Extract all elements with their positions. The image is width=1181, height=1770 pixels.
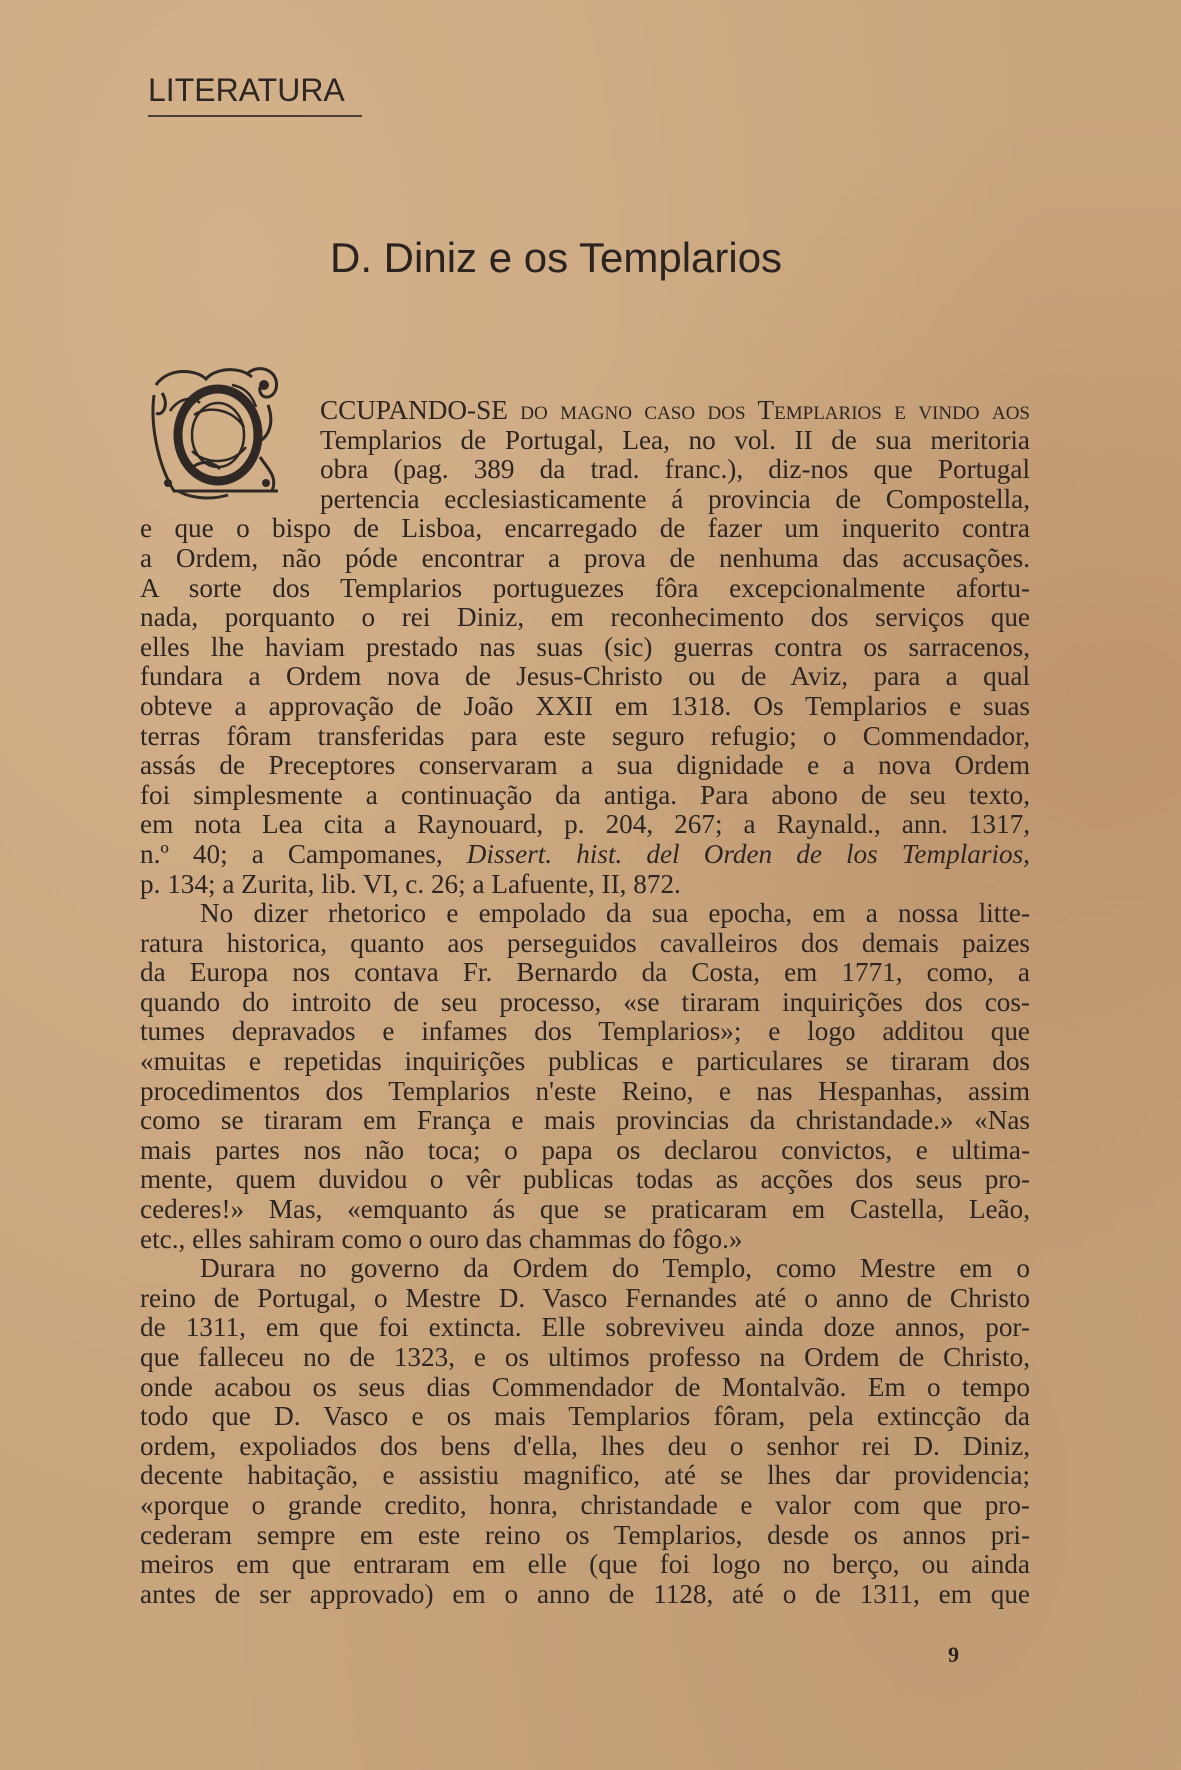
text-line: etc., elles sahiram como o ouro das chammas do fôgo.» — [140, 1223, 743, 1254]
text-line: Templarios de Portugal, Lea, no vol. II de sua meritoria — [320, 424, 1030, 455]
text-line — [140, 840, 1030, 870]
text-line: foi simplesmente a continuação da antiga. Para abono de seu texto, — [140, 779, 1030, 810]
text-line: onde acabou os seus dias Commendador de Montalvão. Em o tempo — [140, 1371, 1030, 1402]
text-line: fundara a Ordem nova de Jesus-Christo ou de Aviz, para a qual — [140, 661, 1030, 692]
text-line: a Ordem, não póde encontrar a prova de nenhuma das accusações. — [140, 542, 1030, 573]
text-line: mais partes nos não toca; o papa os declarou convictos, e ultima- — [140, 1134, 1030, 1165]
text-line-content: n.º 40; a Campomanes, — [140, 838, 467, 869]
text-line: de 1311, em que foi extincta. Elle sobreviveu ainda doze annos, por- — [140, 1312, 1030, 1343]
text-line: cederes!» Mas, «emquanto ás que se praticaram em Castella, Leão, — [140, 1194, 1030, 1225]
text-line: mente, quem duvidou o vêr publicas todas as acções dos seus pro- — [140, 1164, 1030, 1195]
text-line: Durara no governo da Ordem do Templo, como Mestre em o — [200, 1253, 1030, 1284]
text-line: nada, porquanto o rei Diniz, em reconhecimento dos serviços que — [140, 602, 1030, 633]
article-title: D. Diniz e os Templarios — [330, 234, 783, 281]
text-line: p. 134; a Zurita, lib. VI, c. 26; a Lafuente, II, 872. — [140, 868, 681, 899]
text-line: elles lhe haviam prestado nas suas (sic) guerras contra os sarracenos, — [140, 631, 1030, 662]
text-line: cederam sempre em este reino os Templarios, desde os annos pri- — [140, 1519, 1030, 1550]
text-line: A sorte dos Templarios portuguezes fôra excepcionalmente afortu- — [140, 572, 1030, 603]
text-line: assás de Preceptores conservaram a sua dignidade e a nova Ordem — [140, 750, 1030, 781]
text-line: decente habitação, e assistiu magnifico, até se lhes dar providencia; — [140, 1460, 1030, 1491]
text-line: e que o bispo de Lisboa, encarregado de fazer um inquerito contra — [140, 513, 1030, 544]
text-line: meiros em que entraram em elle (que foi logo no berço, ou ainda — [140, 1549, 1030, 1580]
text-line: No dizer rhetorico e empolado da sua epocha, em a nossa litte- — [200, 898, 1030, 929]
text-line: da Europa nos contava Fr. Bernardo da Costa, em 1771, como, a — [140, 957, 1030, 988]
text-line — [320, 396, 1030, 426]
page-number: 9 — [948, 1642, 959, 1667]
text-line: quando do introito de seu processo, «se tiraram inquirições dos cos- — [140, 986, 1030, 1017]
text-line: em nota Lea cita a Raynouard, p. 204, 267; a Raynald., ann. 1317, — [140, 809, 1030, 840]
text-line: obra (pag. 389 da trad. franc.), diz-nos que Portugal — [320, 454, 1030, 485]
text-line: pertencia ecclesiasticamente á provincia de Compostella, — [320, 483, 1030, 514]
article-body — [140, 396, 1030, 1609]
text-line: «muitas e repetidas inquirições publicas e particulares se tiraram dos — [140, 1046, 1030, 1077]
text-line: tumes depravados e infames dos Templarios»; e logo additou que — [140, 1016, 1030, 1047]
text-line: obteve a approvação de João XXII em 1318. Os Templarios e suas — [140, 690, 1030, 721]
text-line: «porque o grande credito, honra, christandade e valor com que pro- — [140, 1489, 1030, 1520]
text-line-content: CCUPANDO-SE do magno caso dos Templarios e vindo aos — [320, 395, 1030, 425]
text-line: ordem, expoliados dos bens d'ella, lhes deu o senhor rei D. Diniz, — [140, 1430, 1030, 1461]
text-line: ratura historica, quanto aos perseguidos cavalleiros dos demais paizes — [140, 927, 1030, 958]
text-line: todo que D. Vasco e os mais Templarios fôram, pela extincção da — [140, 1401, 1030, 1432]
section-label: LITERATURA — [148, 72, 345, 108]
section-rule — [148, 115, 362, 117]
text-line: como se tiraram em França e mais provincias da christandade.» «Nas — [140, 1105, 1030, 1136]
text-line: reino de Portugal, o Mestre D. Vasco Fernandes até o anno de Christo — [140, 1282, 1030, 1313]
text-line: que falleceu no de 1323, e os ultimos professo na Ordem de Christo, — [140, 1342, 1030, 1372]
text-line: procedimentos dos Templarios n'este Reino, e nas Hespanhas, assim — [140, 1075, 1030, 1106]
text-line: terras fôram transferidas para este seguro refugio; o Commendador, — [140, 720, 1030, 751]
text-line: antes de ser approvado) em o anno de 1128, até o de 1311, em que — [140, 1578, 1030, 1609]
italic-title-reference: Dissert. hist. del Orden de los Templarios, — [466, 838, 1030, 869]
